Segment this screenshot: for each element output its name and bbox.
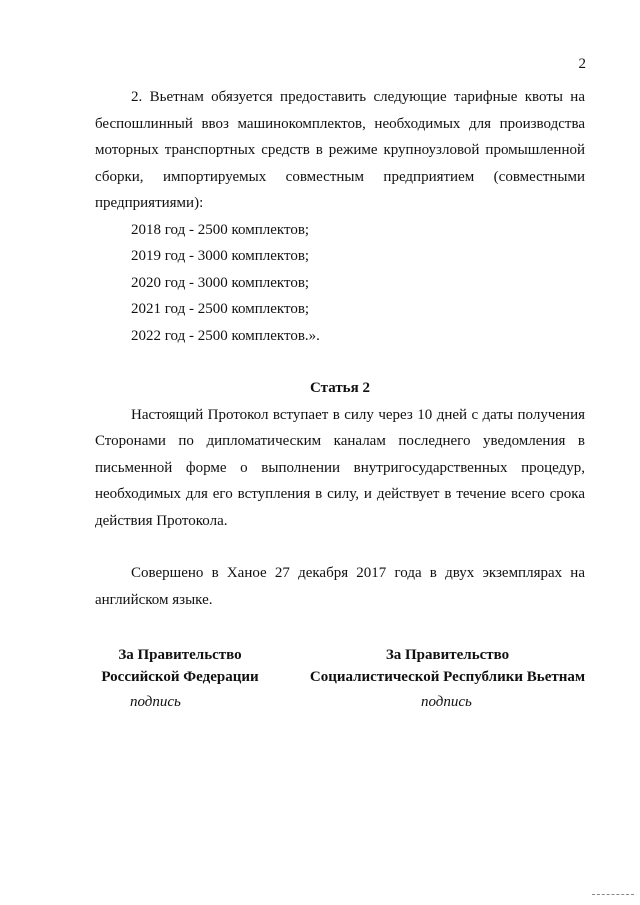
signature-heading-line1: За Правительство [385, 647, 510, 663]
signature-heading-line2: Социалистической Республики Вьетнам [309, 669, 586, 685]
quota-item-2019: 2019 год - 3000 комплектов; [131, 248, 310, 264]
signature-block-russia [95, 644, 265, 688]
quota-item-2018: 2018 год - 2500 комплектов; [131, 221, 310, 238]
signature-block-vietnam [305, 644, 590, 688]
quota-item-2022: 2022 год - 2500 комплектов.». [131, 327, 320, 344]
signature-heading-line1: За Правительство [118, 647, 242, 663]
quota-list [95, 217, 585, 350]
signature-heading-line2: Российской Федерации [101, 669, 259, 685]
document-body [95, 84, 585, 613]
signatures-section [95, 644, 590, 724]
signature-label-vietnam: подпись [421, 694, 472, 710]
scan-edge-mark [592, 894, 634, 897]
quota-item-2020: 2020 год - 3000 комплектов; [131, 274, 310, 291]
page-number: 2 [578, 56, 586, 72]
done-paragraph: Совершено в Ханое 27 декабря 2017 года в двух экземплярах на английском языке. [95, 565, 585, 608]
signature-label-russia: подпись [130, 694, 181, 710]
article-heading: Статья 2 [310, 380, 370, 396]
article-paragraph: Настоящий Протокол вступает в силу через 10 дней с даты получения Сторонами по дипломатическим каналам последнего уведомления в письменной форме о выполнении внутригосударственных процедур, необходимых для его вступления в силу, и действует в течение всего срока действия Протокола. [95, 406, 585, 529]
quota-item-2021: 2021 год - 2500 комплектов; [131, 301, 310, 317]
intro-paragraph: 2. Вьетнам обязуется предоставить следующие тарифные квоты на беспошлинный ввоз машинокомплектов, необходимых для производства моторных транспортных средств в режиме крупноузловой промышленной сборки, импортируемых совместным предприятием (совместными предприятиями): [95, 89, 585, 211]
